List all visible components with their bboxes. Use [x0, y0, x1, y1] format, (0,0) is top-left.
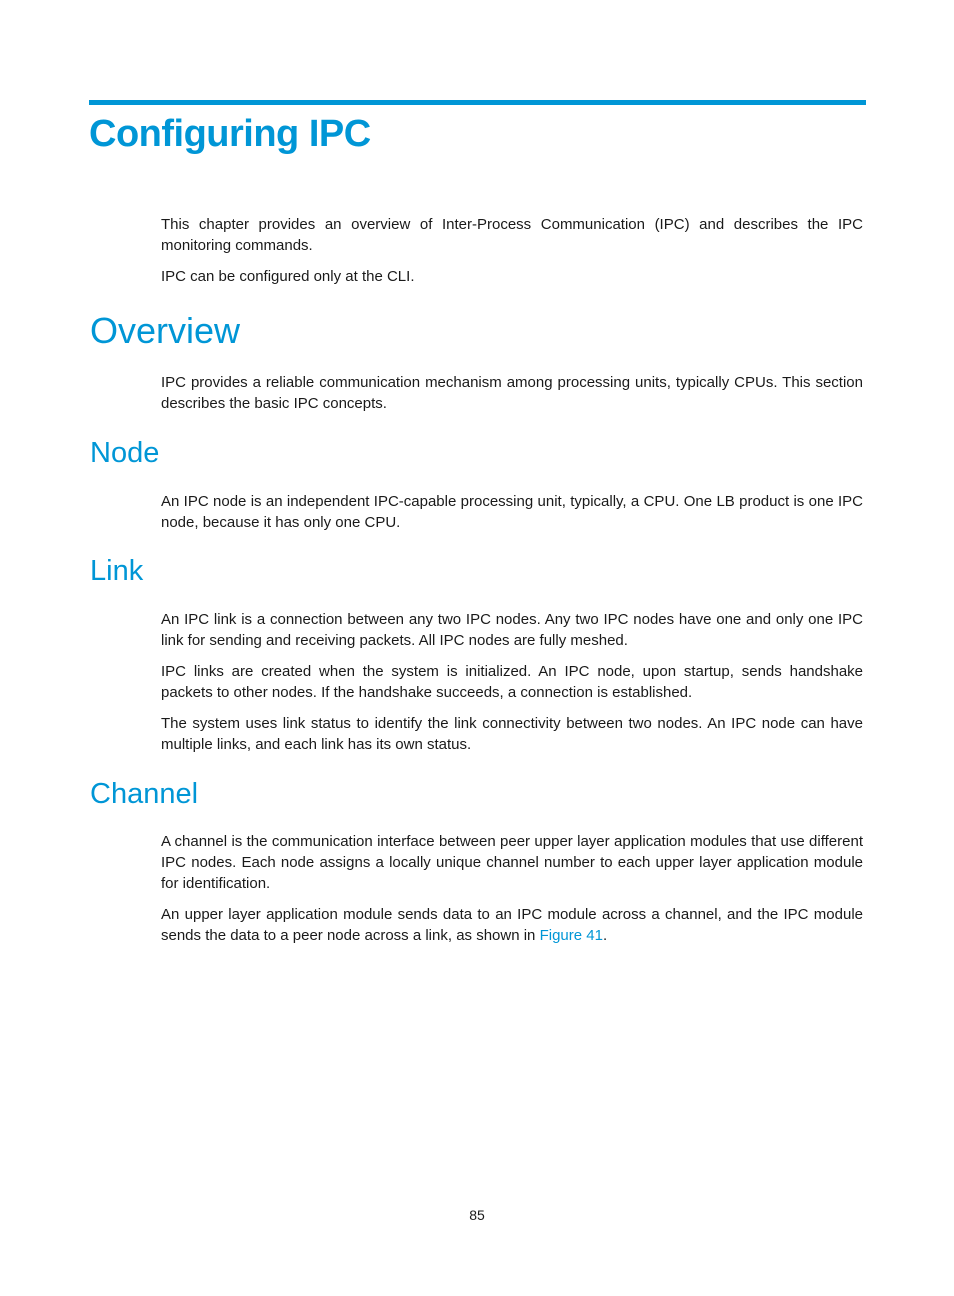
- channel-paragraph-2: [161, 904, 863, 946]
- chapter-title: Configuring IPC: [89, 113, 371, 155]
- link-paragraph-2: IPC links are created when the system is initialized. An IPC node, upon startup, sends handshake packets to other nodes. If the handshake succeeds, a connection is established.: [161, 663, 863, 701]
- chapter-top-rule: [89, 100, 866, 105]
- node-heading: Node: [90, 437, 160, 469]
- link-paragraph-1: An IPC link is a connection between any two IPC nodes. Any two IPC nodes have one and only one IPC link for sending and receiving packets. All IPC nodes are fully meshed.: [161, 611, 863, 649]
- overview-heading: Overview: [90, 310, 241, 351]
- channel-paragraph-2-text: An upper layer application module sends data to an IPC module across a channel, and the IPC module sends the data to a peer node across a link, as shown in: [161, 906, 863, 944]
- channel-heading: Channel: [90, 778, 199, 810]
- node-paragraph: An IPC node is an independent IPC-capable processing unit, typically, a CPU. One LB product is one IPC node, because it has only one CPU.: [161, 493, 863, 531]
- intro-paragraph-1: This chapter provides an overview of Inter-Process Communication (IPC) and describes the IPC monitoring commands.: [161, 216, 863, 254]
- overview-paragraph: IPC provides a reliable communication mechanism among processing units, typically CPUs. This section describes the basic IPC concepts.: [161, 374, 863, 412]
- figure-41-link[interactable]: Figure 41: [539, 927, 603, 944]
- intro-paragraph-2: IPC can be configured only at the CLI.: [161, 268, 415, 285]
- channel-paragraph-1: A channel is the communication interface between peer upper layer application modules that use different IPC nodes. Each node assigns a locally unique channel number to each upper layer application module for identification.: [161, 833, 863, 892]
- channel-paragraph-2-end: .: [602, 927, 608, 944]
- page-number: 85: [469, 1207, 485, 1223]
- link-paragraph-3: The system uses link status to identify the link connectivity between two nodes. An IPC node can have multiple links, and each link has its own status.: [161, 715, 863, 753]
- link-heading: Link: [90, 555, 144, 587]
